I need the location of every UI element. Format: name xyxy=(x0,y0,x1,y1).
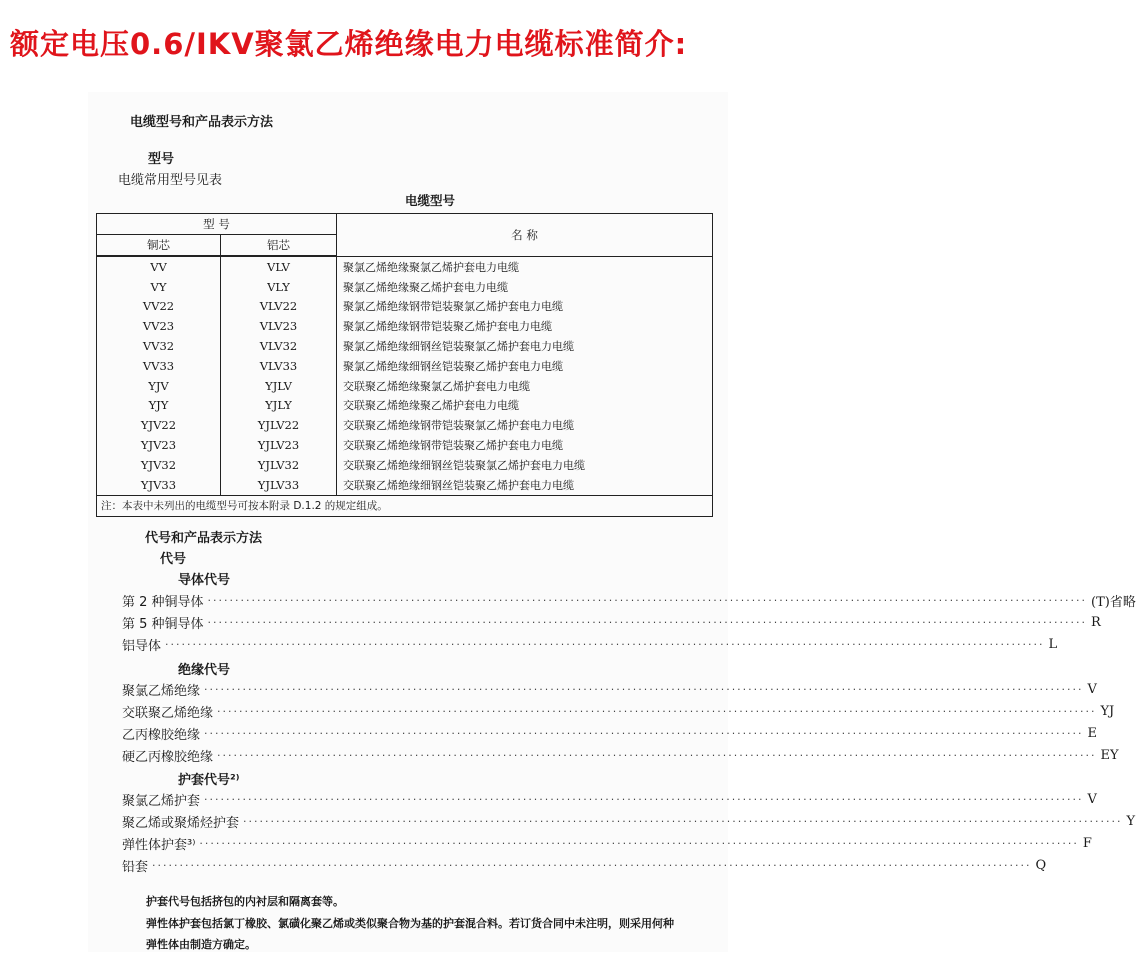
code-label: 聚乙烯或聚烯烃护套 xyxy=(122,815,240,831)
code-label: 铅套 xyxy=(122,859,149,875)
code-value: YJ xyxy=(1100,703,1115,719)
code-label: 第 2 种铜导体 xyxy=(122,594,204,610)
table-row xyxy=(97,316,713,336)
table-row xyxy=(97,336,713,356)
footnote: 弹性体护套包括氯丁橡胶、氯磺化聚乙烯或类似聚合物为基的护套混合料。若订货合同中未注明，则采用何种 xyxy=(146,917,674,930)
code-label: 弹性体护套³⁾ xyxy=(122,837,196,853)
aluminum-core-model: VLV32 xyxy=(221,336,337,356)
dot-leader: ································································································································································ xyxy=(204,726,1084,740)
dot-leader: ································································································································································ xyxy=(204,682,1084,696)
table-row xyxy=(97,475,713,495)
dot-leader: ································································································································································ xyxy=(243,814,1123,828)
copper-core-model: VV22 xyxy=(97,297,221,317)
aluminum-core-model: VLV xyxy=(221,256,337,277)
copper-core-model: YJY xyxy=(97,396,221,416)
footnote: 弹性体由制造方确定。 xyxy=(146,938,256,951)
section-title: 电缆型号和产品表示方法 xyxy=(130,115,274,130)
table-row xyxy=(97,415,713,435)
aluminum-core-model: YJLV33 xyxy=(221,475,337,495)
aluminum-core-model: VLY xyxy=(221,277,337,297)
conductor-code-title: 导体代号 xyxy=(178,573,231,588)
code-label: 聚氯乙烯护套 xyxy=(122,793,201,809)
code-label: 交联聚乙烯绝缘 xyxy=(122,705,214,721)
cable-name: 交联聚乙烯绝缘钢带铠装聚氯乙烯护套电力电缆 xyxy=(337,415,713,435)
copper-core-model: YJV32 xyxy=(97,455,221,475)
cable-name: 交联聚乙烯绝缘细钢丝铠装聚乙烯护套电力电缆 xyxy=(337,475,713,495)
table-row xyxy=(97,396,713,416)
aluminum-core-model: YJLV32 xyxy=(221,455,337,475)
dot-leader: ································································································································································ xyxy=(207,615,1087,629)
copper-core-model: VY xyxy=(97,277,221,297)
header-aluminum: 铝芯 xyxy=(221,235,337,257)
dot-leader: ································································································································································ xyxy=(217,704,1097,718)
table-caption: 电缆型号 xyxy=(405,193,456,208)
model-intro: 电缆常用型号见表 xyxy=(118,173,223,188)
code-row xyxy=(122,811,1136,831)
copper-core-model: YJV33 xyxy=(97,475,221,495)
copper-core-model: YJV xyxy=(97,376,221,396)
header-model: 型 号 xyxy=(97,214,337,235)
copper-core-model: VV xyxy=(97,256,221,277)
code-row xyxy=(122,701,1115,721)
table-row xyxy=(97,256,713,277)
code-row xyxy=(122,590,1136,610)
code-row xyxy=(122,833,1092,853)
copper-core-model: VV23 xyxy=(97,316,221,336)
dot-leader: ································································································································································ xyxy=(204,792,1084,806)
code-value: EY xyxy=(1100,747,1119,763)
cable-name: 交联聚乙烯绝缘细钢丝铠装聚氯乙烯护套电力电缆 xyxy=(337,455,713,475)
cable-name: 交联聚乙烯绝缘钢带铠装聚乙烯护套电力电缆 xyxy=(337,435,713,455)
footnote: 护套代号包括挤包的内衬层和隔离套等。 xyxy=(146,895,344,908)
code-row xyxy=(122,634,1058,654)
aluminum-core-model: VLV23 xyxy=(221,316,337,336)
header-name: 名 称 xyxy=(337,214,713,257)
code-label: 铝导体 xyxy=(122,638,162,654)
aluminum-core-model: YJLY xyxy=(221,396,337,416)
table-row xyxy=(97,297,713,317)
code-label: 乙丙橡胶绝缘 xyxy=(122,727,201,743)
sheath-code-title: 护套代号²⁾ xyxy=(178,773,240,788)
code-row xyxy=(122,745,1119,765)
code-value: Q xyxy=(1035,857,1047,873)
table-note: 注：本表中未列出的电缆型号可按本附录 D.1.2 的规定组成。 xyxy=(97,495,713,516)
copper-core-model: YJV23 xyxy=(97,435,221,455)
table-row xyxy=(97,455,713,475)
table-row xyxy=(97,376,713,396)
aluminum-core-model: YJLV xyxy=(221,376,337,396)
code-label: 硬乙丙橡胶绝缘 xyxy=(122,749,214,765)
cable-model-table xyxy=(96,213,713,517)
cable-name: 聚氯乙烯绝缘细钢丝铠装聚氯乙烯护套电力电缆 xyxy=(337,336,713,356)
code-label: 第 5 种铜导体 xyxy=(122,616,204,632)
aluminum-core-model: YJLV22 xyxy=(221,415,337,435)
copper-core-model: VV33 xyxy=(97,356,221,376)
code-value: L xyxy=(1048,636,1058,652)
code-row xyxy=(122,855,1047,875)
cable-name: 聚氯乙烯绝缘聚乙烯护套电力电缆 xyxy=(337,277,713,297)
code-value: F xyxy=(1082,835,1092,851)
dot-leader: ································································································································································ xyxy=(165,637,1045,651)
copper-core-model: VV32 xyxy=(97,336,221,356)
insulation-code-title: 绝缘代号 xyxy=(178,663,231,678)
page-title: 额定电压0.6/IKV聚氯乙烯绝缘电力电缆标准简介: xyxy=(10,27,688,61)
table-row xyxy=(97,356,713,376)
table-row xyxy=(97,435,713,455)
aluminum-core-model: VLV33 xyxy=(221,356,337,376)
cable-name: 聚氯乙烯绝缘细钢丝铠装聚乙烯护套电力电缆 xyxy=(337,356,713,376)
code-value: (T)省略 xyxy=(1091,594,1136,610)
code-value: R xyxy=(1091,614,1101,630)
cable-name: 聚氯乙烯绝缘钢带铠装聚氯乙烯护套电力电缆 xyxy=(337,297,713,317)
cable-name: 交联聚乙烯绝缘聚氯乙烯护套电力电缆 xyxy=(337,376,713,396)
code-value: E xyxy=(1087,725,1097,741)
cable-name: 交联聚乙烯绝缘聚乙烯护套电力电缆 xyxy=(337,396,713,416)
model-heading: 型号 xyxy=(148,152,175,167)
cable-name: 聚氯乙烯绝缘聚氯乙烯护套电力电缆 xyxy=(337,256,713,277)
code-row xyxy=(122,679,1097,699)
dot-leader: ································································································································································ xyxy=(207,593,1087,607)
aluminum-core-model: VLV22 xyxy=(221,297,337,317)
dot-leader: ································································································································································ xyxy=(217,748,1097,762)
code-value: Y xyxy=(1126,813,1136,829)
dot-leader: ································································································································································ xyxy=(152,858,1032,872)
code-heading: 代号 xyxy=(160,552,187,567)
code-row xyxy=(122,612,1101,632)
table-row xyxy=(97,277,713,297)
code-value: V xyxy=(1087,681,1097,697)
code-value: V xyxy=(1087,791,1097,807)
cable-name: 聚氯乙烯绝缘钢带铠装聚乙烯护套电力电缆 xyxy=(337,316,713,336)
code-row xyxy=(122,789,1097,809)
code-label: 聚氯乙烯绝缘 xyxy=(122,683,201,699)
code-row xyxy=(122,723,1097,743)
code-section-title: 代号和产品表示方法 xyxy=(145,531,263,546)
copper-core-model: YJV22 xyxy=(97,415,221,435)
dot-leader: ································································································································································ xyxy=(199,836,1079,850)
header-copper: 铜芯 xyxy=(97,235,221,257)
aluminum-core-model: YJLV23 xyxy=(221,435,337,455)
